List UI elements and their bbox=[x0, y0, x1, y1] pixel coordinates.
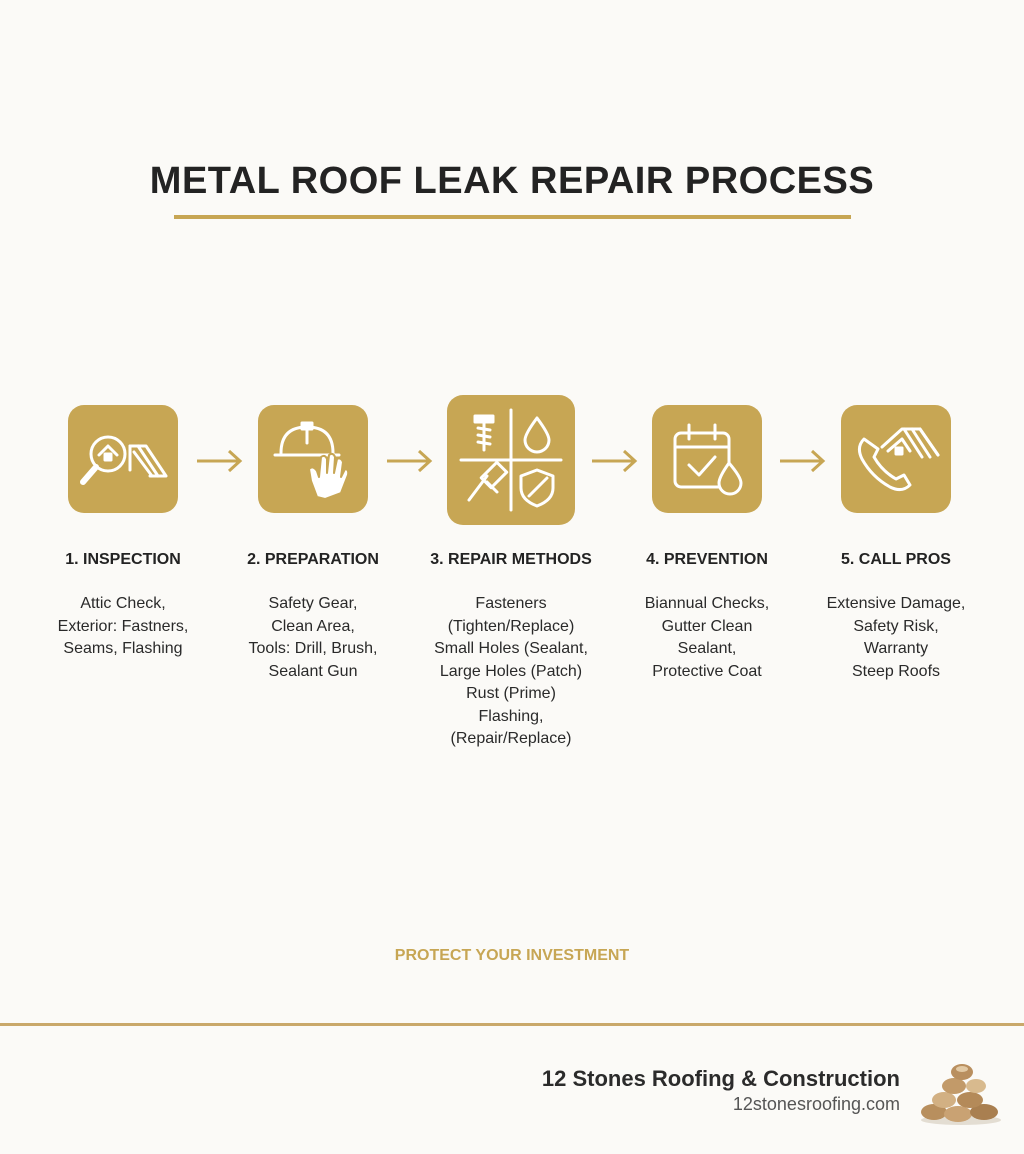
step-line: Gutter Clean bbox=[661, 617, 753, 635]
step-heading: 5. CALL PROS bbox=[841, 551, 951, 568]
step-repair-methods bbox=[411, 395, 611, 747]
hardhat-glove-icon bbox=[258, 405, 368, 513]
step-line: Protective Coat bbox=[652, 662, 762, 680]
step-line: Tools: Drill, Brush, bbox=[248, 640, 378, 657]
step-line: Seams, Flashing bbox=[63, 640, 183, 657]
calendar-drop-icon bbox=[652, 405, 762, 513]
step-line: Sealant Gun bbox=[268, 662, 358, 680]
step-line: Exterior: Fastners, bbox=[57, 617, 189, 635]
step-line: Extensive Damage, bbox=[826, 595, 966, 612]
step-description bbox=[607, 593, 807, 683]
step-line: Safety Risk, bbox=[853, 617, 939, 635]
step-preparation bbox=[213, 395, 413, 680]
step-description bbox=[796, 593, 996, 683]
step-line: Clean Area, bbox=[271, 617, 355, 635]
magnifier-roof-icon bbox=[68, 405, 178, 513]
step-line: Warranty bbox=[863, 640, 929, 657]
step-line: Steep Roofs bbox=[851, 662, 941, 680]
step-heading: 4. PREVENTION bbox=[646, 551, 768, 568]
step-description bbox=[213, 593, 413, 683]
step-description bbox=[23, 593, 223, 661]
step-prevention bbox=[607, 395, 807, 680]
repair-grid-icon bbox=[447, 395, 575, 525]
step-call-pros bbox=[796, 395, 996, 680]
step-line: Small Holes (Sealant, bbox=[434, 640, 588, 657]
company-name: 12 Stones Roofing & Construction bbox=[541, 1066, 900, 1091]
company-info bbox=[542, 1066, 900, 1115]
step-line: (Tighten/Replace) bbox=[447, 617, 575, 635]
step-inspection bbox=[23, 395, 223, 657]
company-url: 12stonesroofing.com bbox=[732, 1094, 900, 1114]
page-title: METAL ROOF LEAK REPAIR PROCESS bbox=[149, 160, 875, 202]
tagline: PROTECT YOUR INVESTMENT bbox=[394, 947, 630, 964]
step-heading: 1. INSPECTION bbox=[65, 551, 181, 568]
title-underline bbox=[174, 215, 851, 219]
step-line: Rust (Prime) bbox=[466, 685, 556, 702]
step-line: Flashing, bbox=[478, 707, 544, 725]
step-line: Large Holes (Patch) bbox=[439, 662, 583, 680]
step-heading: 3. REPAIR METHODS bbox=[430, 551, 592, 568]
step-line: Safety Gear, bbox=[268, 595, 358, 612]
step-heading: 2. PREPARATION bbox=[247, 551, 379, 568]
step-line: (Repair/Replace) bbox=[450, 730, 572, 747]
step-line: Sealant, bbox=[677, 640, 737, 657]
step-line: Fasteners bbox=[475, 595, 547, 612]
step-description bbox=[411, 593, 611, 751]
step-line: Biannual Checks, bbox=[644, 595, 770, 612]
stone-pile-icon bbox=[918, 1058, 1004, 1126]
footer-divider bbox=[0, 1023, 1024, 1026]
step-line: Attic Check, bbox=[80, 595, 166, 612]
phone-roof-icon bbox=[841, 405, 951, 513]
